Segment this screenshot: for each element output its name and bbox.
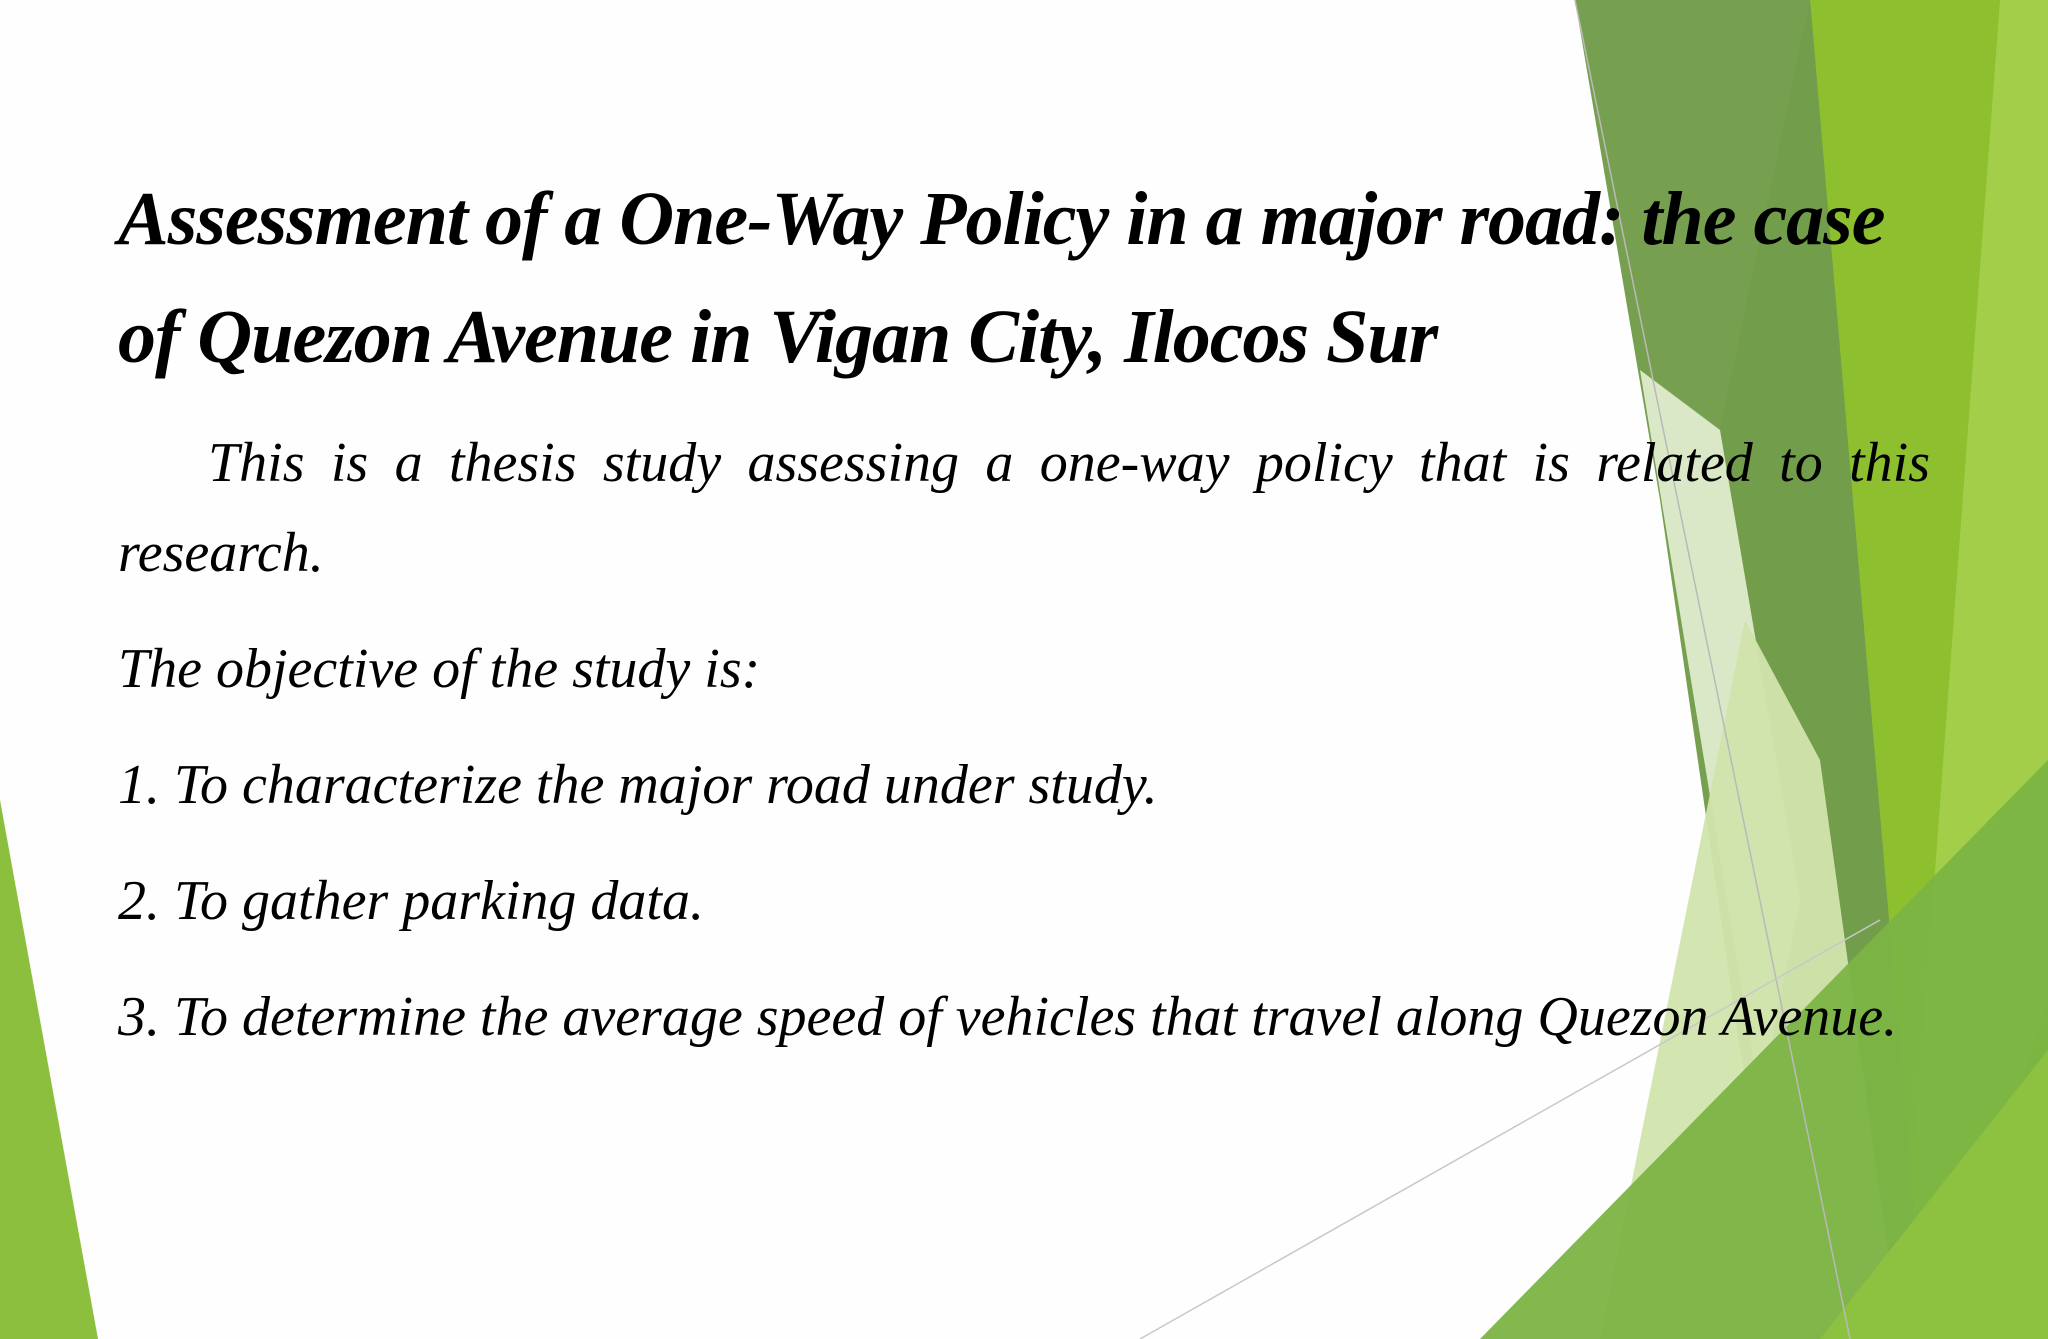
objective-item-2: 2. To gather parking data.	[118, 870, 704, 932]
objective-heading: The objective of the study is:	[118, 638, 761, 700]
objective-item-3: 3. To determine the average speed of vehicles that travel along Quezon Avenue.	[118, 986, 1898, 1048]
intro-paragraph: This is a thesis study assessing a one-way policy that is related to this research.	[118, 432, 1930, 584]
left-green-sliver	[0, 800, 98, 1339]
slide-content	[118, 160, 1930, 1062]
objective-item-1: 1. To characterize the major road under study.	[118, 754, 1158, 816]
slide-title: Assessment of a One-Way Policy in a major road: the case of Quezon Avenue in Vigan City, Ilocos Sur	[118, 177, 1885, 379]
